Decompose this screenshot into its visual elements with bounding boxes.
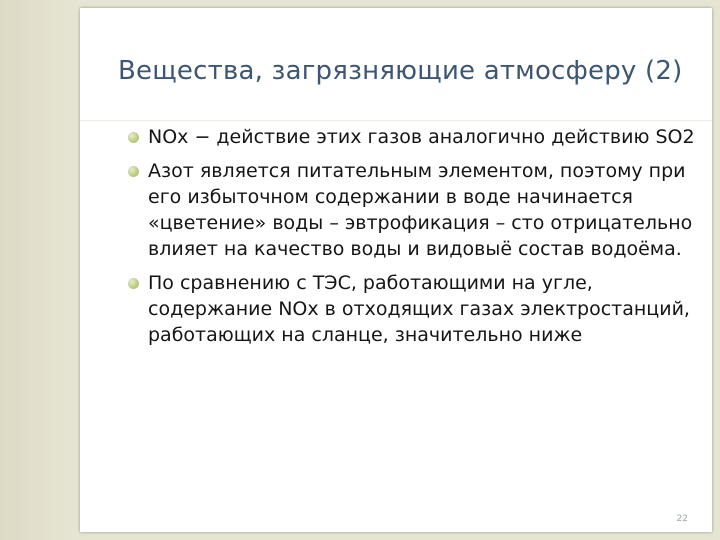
slide	[80, 8, 712, 532]
slide-title: Вещества, загрязняющие атмосферу (2)	[118, 56, 683, 86]
bullet-icon	[128, 166, 139, 177]
bullet-list	[128, 124, 698, 356]
title-divider	[80, 120, 712, 121]
bullet-text: Азот является питательным элементом, поэтому при его избыточном содержании в воде начинается «цветение» воды – эвтрофикация – сто отрицательно влияет на качество воды и видовыё состав водоёма.	[148, 160, 693, 260]
list-item	[128, 124, 698, 150]
bullet-icon	[128, 278, 139, 289]
bullet-icon	[128, 132, 139, 143]
page-number: 22	[676, 514, 688, 524]
bullet-text: По сравнению с ТЭС, работающими на угле, содержание NOx в отходящих газах электростанций, работающих на сланце, значительно ниже	[148, 272, 690, 346]
list-item	[128, 270, 698, 348]
list-item	[128, 158, 698, 262]
background-texture	[0, 0, 80, 540]
bullet-text: NOx − действие этих газов аналогично действию SO2	[148, 126, 695, 148]
